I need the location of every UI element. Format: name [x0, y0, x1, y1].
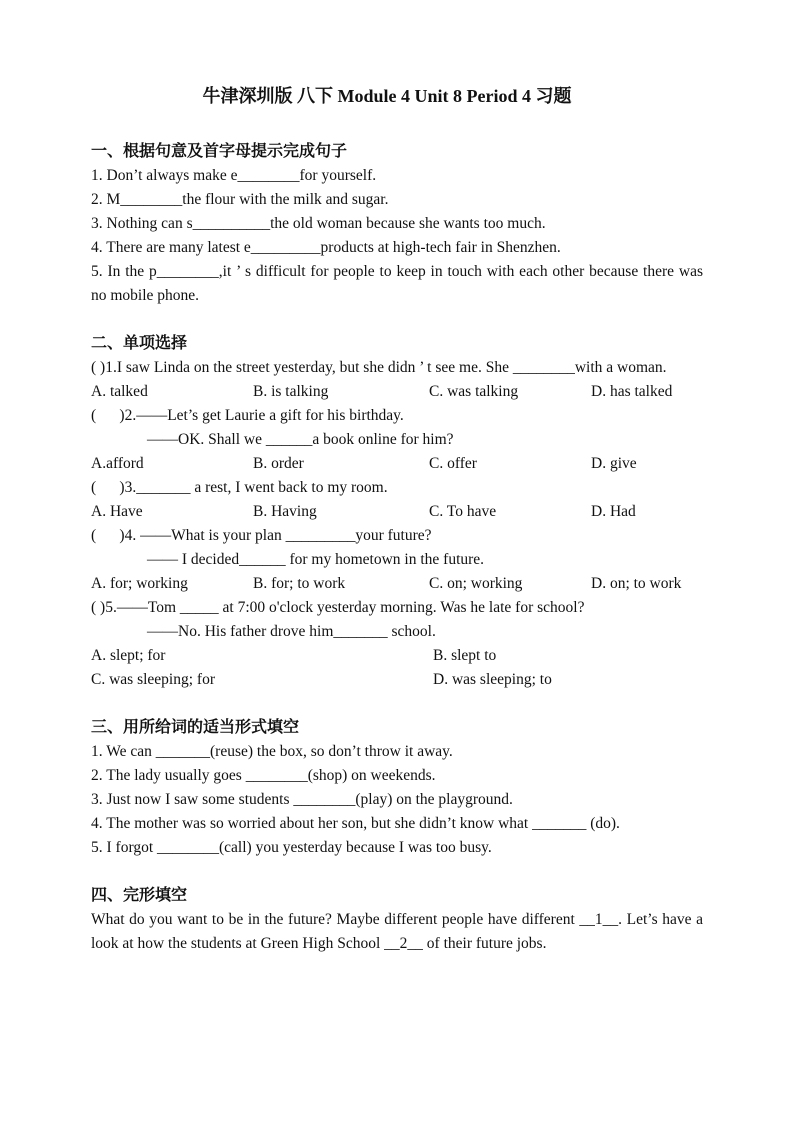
s2-question-2: ( )2.——Let’s get Laurie a gift for his birthday. — [91, 407, 404, 424]
option-c: C. was talking — [429, 383, 519, 400]
option-b: B. order — [253, 455, 304, 472]
page-title: 牛津深圳版 八下 Module 4 Unit 8 Period 4 习题 — [202, 86, 572, 106]
s1-question-3: 3. Nothing can s__________the old woman because she wants too much. — [91, 215, 546, 232]
section-1 — [91, 140, 703, 308]
s2-question-1: ( )1.I saw Linda on the street yesterday, but she didn ’ t see me. She ________with a woman. — [91, 359, 667, 376]
option-c: C. on; working — [429, 575, 523, 592]
option-c: C. To have — [429, 503, 497, 520]
s2-question-2-reply: ——OK. Shall we ______a book online for him? — [147, 431, 454, 448]
section-3-title: 三、用所给词的适当形式填空 — [91, 719, 300, 736]
s2-question-5: ( )5.——Tom _____ at 7:00 o'clock yesterday morning. Was he late for school? — [91, 599, 585, 616]
s2-question-2-options — [91, 452, 703, 476]
option-b: B. slept to — [433, 647, 497, 664]
s2-question-1-options — [91, 380, 703, 404]
option-b: B. Having — [253, 503, 317, 520]
s2-question-3-options — [91, 500, 703, 524]
s2-question-5-options-row-2 — [91, 668, 703, 692]
s2-question-5-options-row-1 — [91, 644, 703, 668]
s3-question-5: 5. I forgot ________(call) you yesterday because I was too busy. — [91, 839, 492, 856]
option-a: A. Have — [91, 503, 143, 520]
option-b: B. for; to work — [253, 575, 346, 592]
option-b: B. is talking — [253, 383, 329, 400]
s2-question-4-options — [91, 572, 703, 596]
s2-question-3: ( )3._______ a rest, I went back to my room. — [91, 479, 388, 496]
section-4 — [91, 884, 703, 956]
section-1-title: 一、根据句意及首字母提示完成句子 — [91, 143, 348, 160]
s2-question-4: ( )4. ——What is your plan _________your future? — [91, 527, 432, 544]
s2-question-5-reply: ——No. His father drove him_______ school. — [147, 623, 436, 640]
s1-question-2: 2. M________the flour with the milk and sugar. — [91, 191, 389, 208]
section-2 — [91, 332, 703, 692]
option-c: C. was sleeping; for — [91, 671, 215, 688]
option-d: D. was sleeping; to — [433, 671, 552, 688]
s1-question-1: 1. Don’t always make e________for yourself. — [91, 167, 377, 184]
option-d: D. give — [591, 455, 637, 472]
s3-question-4: 4. The mother was so worried about her son, but she didn’t know what _______ (do). — [91, 815, 620, 832]
option-d: D. has talked — [591, 383, 673, 400]
option-a: A.afford — [91, 455, 144, 472]
s3-question-3: 3. Just now I saw some students ________(play) on the playground. — [91, 791, 513, 808]
section-4-title: 四、完形填空 — [91, 887, 188, 904]
s4-passage: What do you want to be in the future? Maybe different people have different __1__. Let’s have a look at how the students at Green High School __2__ of their future jobs. — [91, 911, 703, 952]
s1-question-4: 4. There are many latest e_________products at high-tech fair in Shenzhen. — [91, 239, 561, 256]
s1-question-5: 5. In the p________,it ’ s difficult for people to keep in touch with each other because there was no mobile phone. — [91, 263, 703, 304]
option-a: A. talked — [91, 383, 148, 400]
option-a: A. for; working — [91, 575, 188, 592]
section-2-title: 二、单项选择 — [91, 335, 188, 352]
option-a: A. slept; for — [91, 647, 166, 664]
s3-question-2: 2. The lady usually goes ________(shop) on weekends. — [91, 767, 436, 784]
s2-question-4-reply: —— I decided______ for my hometown in the future. — [147, 551, 485, 568]
option-d: D. Had — [591, 503, 636, 520]
section-3 — [91, 716, 703, 860]
s3-question-1: 1. We can _______(reuse) the box, so don’t throw it away. — [91, 743, 453, 760]
option-d: D. on; to work — [591, 575, 682, 592]
option-c: C. offer — [429, 455, 477, 472]
worksheet-page — [91, 84, 703, 956]
